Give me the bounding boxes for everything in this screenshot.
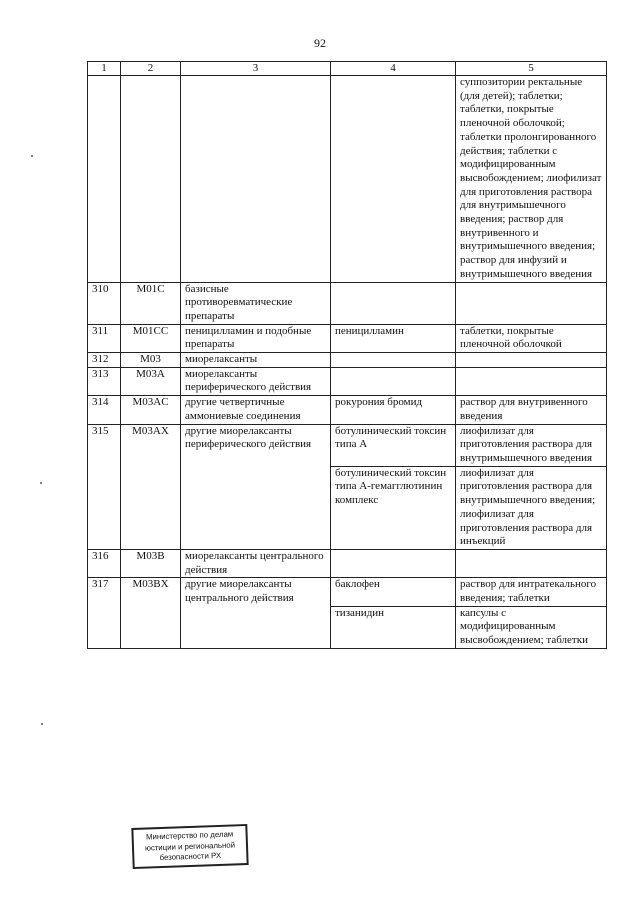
inn-cell: [331, 353, 456, 368]
table-row: [88, 367, 607, 395]
row-number-cell: 315: [88, 424, 121, 549]
scan-speck: [31, 155, 33, 157]
row-number-cell: 314: [88, 396, 121, 424]
dosage-form-cell: раствор для интратекального введения; таблетки: [456, 578, 607, 606]
dosage-form-cell: [456, 549, 607, 577]
row-number-cell: 317: [88, 578, 121, 649]
inn-cell: пеницилламин: [331, 324, 456, 352]
table-row: [88, 396, 607, 424]
dosage-form-cell: [456, 367, 607, 395]
inn-cell: [331, 549, 456, 577]
page-number: 92: [314, 36, 326, 50]
table-header-row: [88, 62, 607, 76]
dosage-form-cell: раствор для внутривенного введения: [456, 396, 607, 424]
table-row: [88, 282, 607, 324]
group-name-cell: миорелаксанты центрального действия: [181, 549, 331, 577]
scan-speck: [41, 723, 43, 725]
header-cell: 5: [456, 62, 607, 76]
group-name-cell: базисные противоревматические препараты: [181, 282, 331, 324]
table-row: [88, 578, 607, 606]
inn-cell: рокурония бромид: [331, 396, 456, 424]
dosage-form-cell: суппозитории ректальные (для детей); таблетки; таблетки, покрытые пленочной оболочкой; таблетки пролонгированного действия; таблетки с модифицированным высвобождением; лиофилизат для приготовления раствора для внутримышечного введения; раствор для внутривенного и внутримышечного введения; раствор для инфузий и внутримышечного введения: [456, 76, 607, 283]
header-cell: 2: [121, 62, 181, 76]
continuation-row: [88, 76, 607, 283]
stamp-line: Министерство по делам: [145, 829, 234, 842]
dosage-form-cell: [456, 282, 607, 324]
group-name-cell: другие миорелаксанты центрального действия: [181, 578, 331, 649]
table-body: [88, 282, 607, 648]
group-name-cell: другие четвертичные аммониевые соединения: [181, 396, 331, 424]
ministry-stamp: [131, 824, 248, 869]
atc-code-cell: M03AC: [121, 396, 181, 424]
table-row: [88, 424, 607, 466]
atc-code-cell: M01C: [121, 282, 181, 324]
row-number-cell: 312: [88, 353, 121, 368]
row-number-cell: 316: [88, 549, 121, 577]
atc-code-cell: M03BX: [121, 578, 181, 649]
group-name-cell: другие миорелаксанты периферического действия: [181, 424, 331, 549]
medications-table: [87, 61, 607, 649]
inn-cell: [331, 282, 456, 324]
dosage-form-cell: таблетки, покрытые пленочной оболочкой: [456, 324, 607, 352]
atc-code-cell: M03A: [121, 367, 181, 395]
atc-code-cell: M03AX: [121, 424, 181, 549]
group-name-cell: миорелаксанты: [181, 353, 331, 368]
dosage-form-cell: [456, 353, 607, 368]
row-number-cell: 311: [88, 324, 121, 352]
dosage-form-cell: лиофилизат для приготовления раствора для внутримышечного введения: [456, 424, 607, 466]
atc-code-cell: M03: [121, 353, 181, 368]
stamp-line: юстиции и региональной: [144, 839, 236, 853]
atc-code-cell: M03B: [121, 549, 181, 577]
dosage-form-cell: капсулы с модифицированным высвобождением; таблетки: [456, 606, 607, 648]
header-cell: 1: [88, 62, 121, 76]
inn-cell: ботулинический токсин типа А: [331, 424, 456, 466]
stamp-line: безопасности РХ: [159, 850, 222, 863]
table-row: [88, 549, 607, 577]
row-number-cell: 313: [88, 367, 121, 395]
atc-code-cell: M01CC: [121, 324, 181, 352]
header-cell: 4: [331, 62, 456, 76]
inn-cell: ботулинический токсин типа А-гемагглютинин комплекс: [331, 466, 456, 549]
row-number-cell: 310: [88, 282, 121, 324]
inn-cell: тизанидин: [331, 606, 456, 648]
group-name-cell: миорелаксанты периферического действия: [181, 367, 331, 395]
inn-cell: [331, 367, 456, 395]
table-row: [88, 353, 607, 368]
group-name-cell: пеницилламин и подобные препараты: [181, 324, 331, 352]
table-row: [88, 324, 607, 352]
dosage-form-cell: лиофилизат для приготовления раствора для внутримышечного введения; лиофилизат для приготовления раствора для инъекций: [456, 466, 607, 549]
scan-speck: [40, 482, 42, 484]
header-cell: 3: [181, 62, 331, 76]
inn-cell: баклофен: [331, 578, 456, 606]
